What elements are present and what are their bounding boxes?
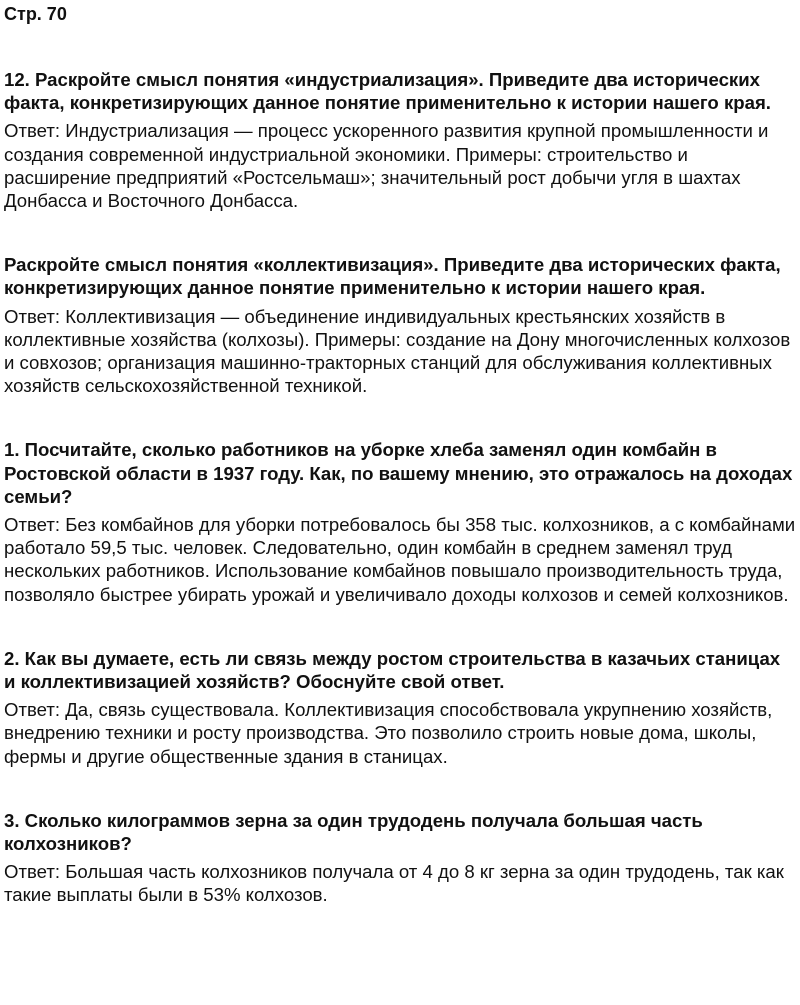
question-text: 1. Посчитайте, сколько работников на уборке хлеба заменял один комбайн в Ростовской области в 1937 году. Как, по вашему мнению, это отражалось на доходах семьи? [4,439,793,507]
question-text: 2. Как вы думаете, есть ли связь между ростом строительства в казачьих станицах и коллективизацией хозяйств? Обоснуйте свой ответ. [4,647,781,693]
qa-block-collectivization [4,253,796,397]
answer-text: Ответ: Коллективизация — объединение индивидуальных крестьянских хозяйств в коллективные хозяйства (колхозы). Примеры: создание на Дону многочисленных колхозов и совхозов; организация машинно-тракторных станций для обслуживания коллективных хозяйств сельскохозяйственной техникой. [4,305,791,397]
answer-text: Ответ: Без комбайнов для уборки потребовалось бы 358 тыс. колхозников, а с комбайнами работало 59,5 тыс. человек. Следовательно, один комбайн в среднем заменял труд нескольких работников. Использование комбайнов повышало производительность труда, позволяло быстрее убирать урожай и увеличивало доходы колхозов и семей колхозников. [4,514,796,605]
answer-text: Ответ: Большая часть колхозников получала от 4 до 8 кг зерна за один трудодень, так как такие выплаты были в 53% колхозов. [4,861,784,906]
qa-block-combine-harvester [4,438,796,605]
answer-text: Ответ: Да, связь существовала. Коллективизация способствовала укрупнению хозяйств, внедрению техники и росту производства. Это позволило строить новые дома, школы, фермы и другие общественные здания в станицах. [4,699,773,767]
qa-block-industrialization [4,68,796,212]
question-text: Раскройте смысл понятия «коллективизация». Приведите два исторических факта, конкретизирующих данное понятие применительно к истории нашего края. [4,254,781,299]
question-text: 3. Сколько килограммов зерна за один трудодень получала большая часть колхозников? [4,809,703,855]
qa-block-stanitsa-construction [4,647,796,768]
qa-block-grain-per-workday [4,809,796,907]
page-number: Стр. 70 [4,4,67,24]
question-text: 12. Раскройте смысл понятия «индустриализация». Приведите два исторических факта, конкретизирующих данное понятие применительно к истории нашего края. [4,69,771,114]
answer-text: Ответ: Индустриализация — процесс ускоренного развития крупной промышленности и создания современной индустриальной экономики. Примеры: строительство и расширение предприятий «Ростсельмаш»; значительный рост добычи угля в шахтах Донбасса и Восточного Донбасса. [4,120,769,212]
